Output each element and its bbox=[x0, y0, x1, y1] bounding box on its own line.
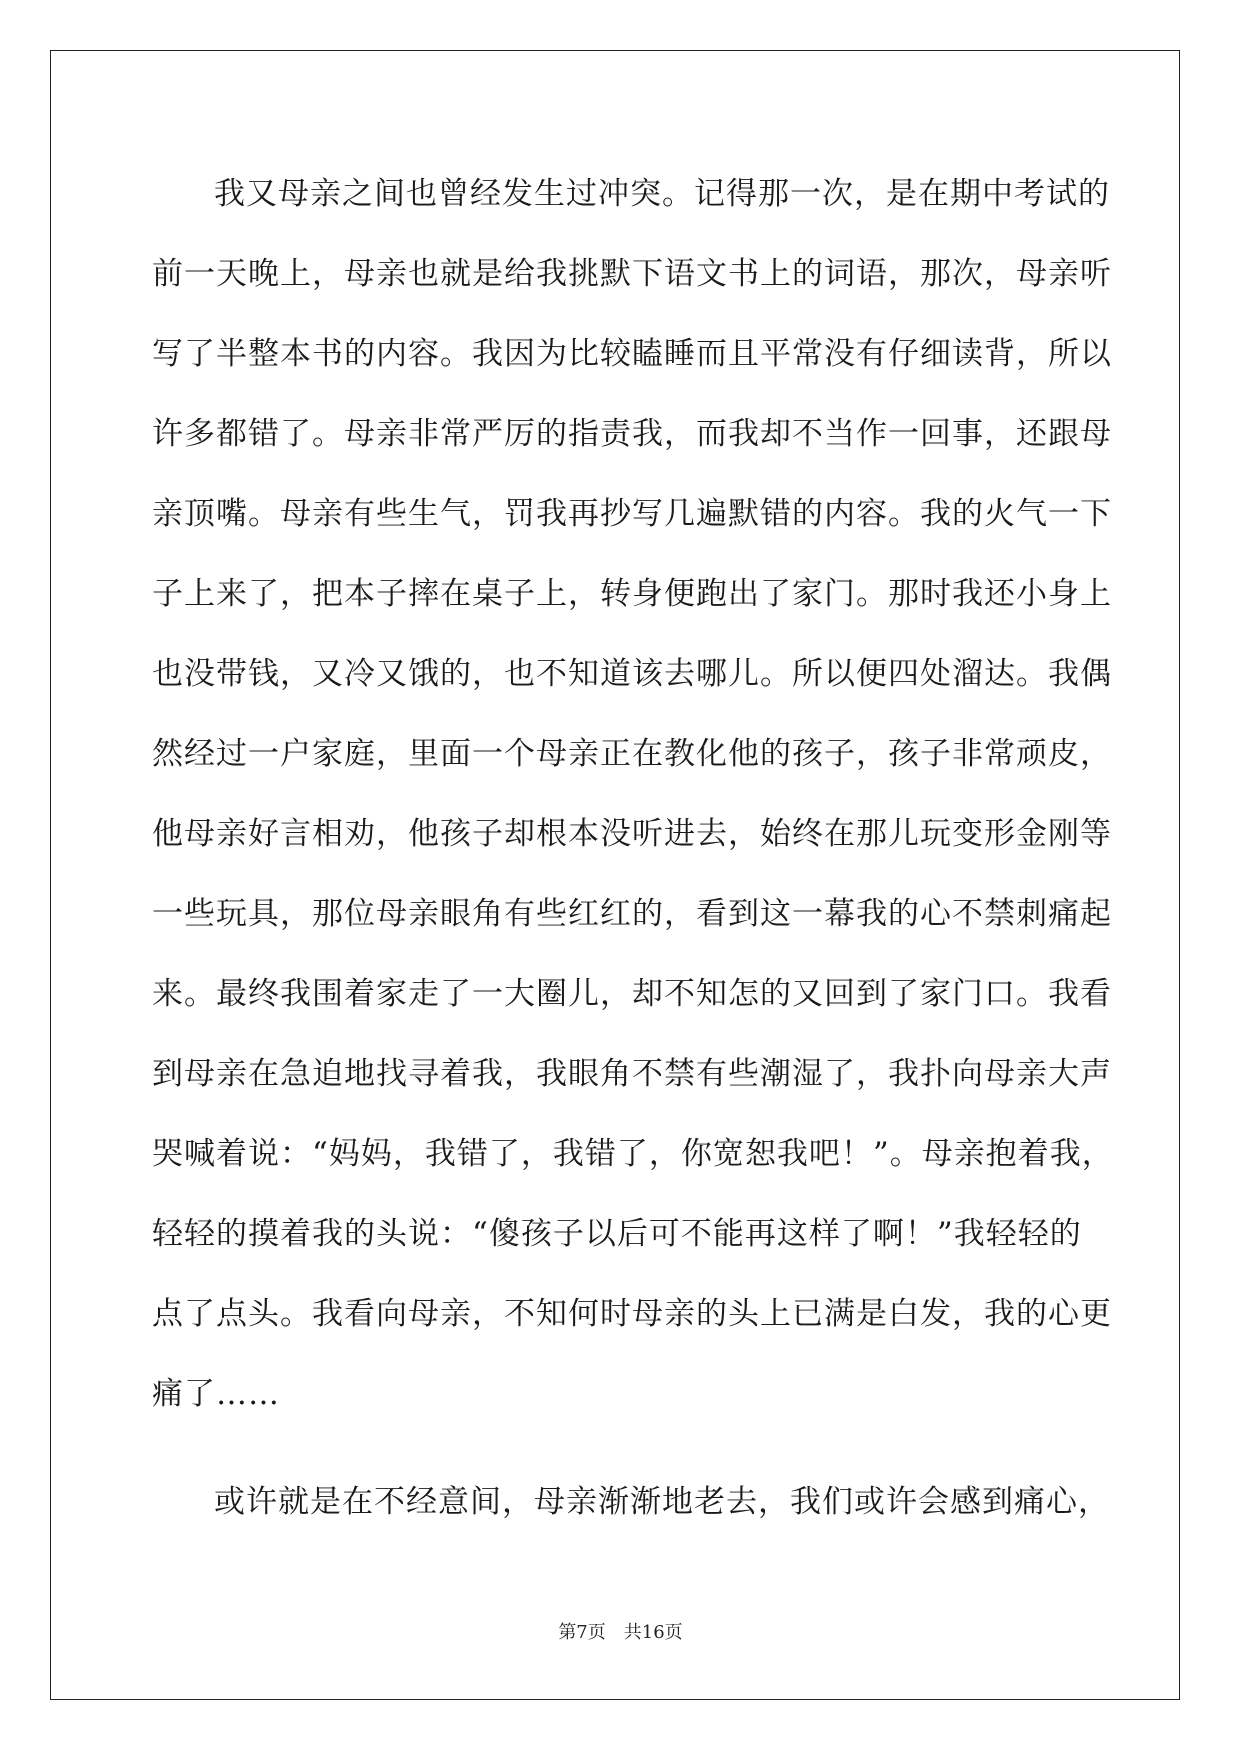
text-line: 点了点头。我看向母亲，不知何时母亲的头上已满是白发，我的心更 bbox=[152, 1296, 1112, 1332]
page-total: 共16页 bbox=[623, 1622, 683, 1643]
text-line: 一些玩具，那位母亲眼角有些红红的，看到这一幕我的心不禁刺痛起 bbox=[152, 896, 1112, 932]
text-line: 子上来了，把本子摔在桌子上，转身便跑出了家门。那时我还小身上 bbox=[152, 576, 1112, 612]
paragraph-1 bbox=[152, 154, 1114, 1434]
text-line: 或许就是在不经意间，母亲渐渐地老去，我们或许会感到痛心， bbox=[214, 1484, 1110, 1520]
text-line: 他母亲好言相劝，他孩子却根本没听进去，始终在那儿玩变形金刚等 bbox=[152, 816, 1112, 852]
text-line: 轻轻的摸着我的头说：“傻孩子以后可不能再这样了啊！”我轻轻的 bbox=[152, 1216, 1082, 1252]
text-line: 也没带钱，又冷又饿的，也不知道该去哪儿。所以便四处溜达。我偶 bbox=[152, 656, 1112, 692]
text-line: 亲顶嘴。母亲有些生气，罚我再抄写几遍默错的内容。我的火气一下 bbox=[152, 496, 1112, 532]
text-line: 痛了…… bbox=[152, 1376, 280, 1412]
text-line: 写了半整本书的内容。我因为比较瞌睡而且平常没有仔细读背，所以 bbox=[152, 336, 1112, 372]
text-line: 我又母亲之间也曾经发生过冲突。记得那一次，是在期中考试的 bbox=[214, 176, 1110, 212]
paragraph-2 bbox=[152, 1462, 1110, 1542]
text-line: 许多都错了。母亲非常严厉的指责我，而我却不当作一回事，还跟母 bbox=[152, 416, 1112, 452]
text-line: 然经过一户家庭，里面一个母亲正在教化他的孩子，孩子非常顽皮， bbox=[152, 736, 1112, 772]
text-line: 到母亲在急迫地找寻着我，我眼角不禁有些潮湿了，我扑向母亲大声 bbox=[152, 1056, 1112, 1092]
page-footer bbox=[0, 1618, 1241, 1644]
text-line: 前一天晚上，母亲也就是给我挑默下语文书上的词语，那次，母亲听 bbox=[152, 256, 1112, 292]
text-line: 来。最终我围着家走了一大圈儿，却不知怎的又回到了家门口。我看 bbox=[152, 976, 1112, 1012]
page-number: 第7页 bbox=[558, 1622, 606, 1643]
document-body bbox=[152, 154, 1114, 1542]
paragraph-gap bbox=[152, 1434, 1092, 1462]
text-line: 哭喊着说：“妈妈，我错了，我错了，你宽恕我吧！”。母亲抱着我， bbox=[152, 1136, 1114, 1172]
